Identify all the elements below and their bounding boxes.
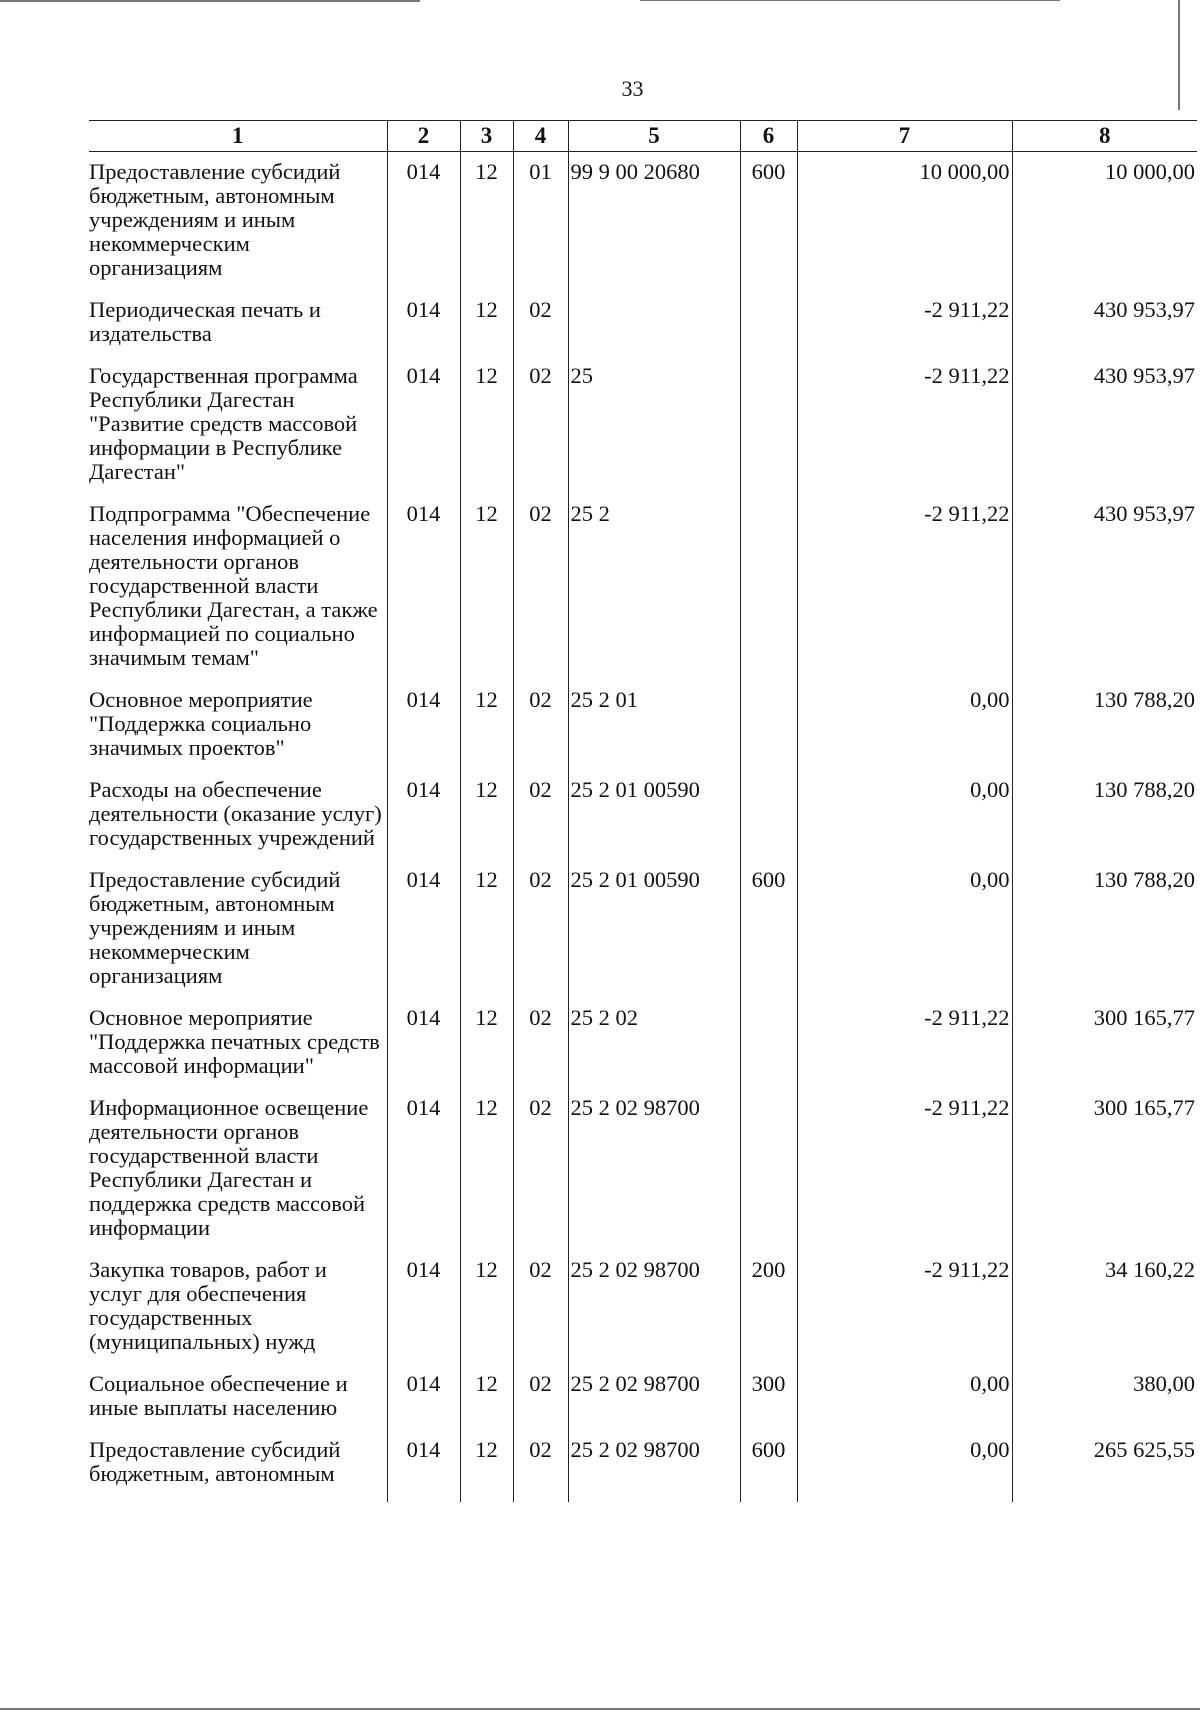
- row-total-amount: 430 953,97: [1012, 356, 1197, 494]
- row-change-amount: -2 911,22: [797, 1250, 1012, 1364]
- row-expense-type: 600: [740, 152, 797, 291]
- row-expense-type: 600: [740, 860, 797, 998]
- row-subsection-code: 02: [513, 860, 568, 998]
- row-section-code: 12: [460, 1364, 513, 1430]
- row-ministry-code: 014: [387, 770, 460, 860]
- row-target-article: 25 2 02 98700: [568, 1430, 740, 1502]
- row-ministry-code: 014: [387, 1430, 460, 1502]
- row-total-amount: 430 953,97: [1012, 290, 1197, 356]
- table-row: [89, 1430, 1197, 1502]
- row-section-code: 12: [460, 860, 513, 998]
- row-subsection-code: 02: [513, 1430, 568, 1502]
- row-expense-type: [740, 1088, 797, 1250]
- table-row: [89, 290, 1197, 356]
- row-total-amount: 430 953,97: [1012, 494, 1197, 680]
- row-section-code: 12: [460, 494, 513, 680]
- row-target-article: 25 2 01 00590: [568, 860, 740, 998]
- table-body: [89, 152, 1197, 1503]
- row-description: Основное мероприятие "Поддержка печатных средств массовой информации": [89, 998, 387, 1088]
- table-row: [89, 494, 1197, 680]
- row-change-amount: -2 911,22: [797, 998, 1012, 1088]
- row-subsection-code: 02: [513, 998, 568, 1088]
- row-section-code: 12: [460, 290, 513, 356]
- row-section-code: 12: [460, 152, 513, 291]
- row-section-code: 12: [460, 770, 513, 860]
- row-change-amount: -2 911,22: [797, 494, 1012, 680]
- table-row: [89, 356, 1197, 494]
- row-ministry-code: 014: [387, 356, 460, 494]
- row-description: Предоставление субсидий бюджетным, автономным учреждениям и иным некоммерческим организациям: [89, 152, 387, 291]
- row-description: Предоставление субсидий бюджетным, автономным учреждениям и иным некоммерческим организациям: [89, 860, 387, 998]
- row-change-amount: 0,00: [797, 1430, 1012, 1502]
- row-description: Закупка товаров, работ и услуг для обеспечения государственных (муниципальных) нужд: [89, 1250, 387, 1364]
- table-row: [89, 152, 1197, 291]
- row-total-amount: 380,00: [1012, 1364, 1197, 1430]
- row-ministry-code: 014: [387, 860, 460, 998]
- row-subsection-code: 02: [513, 1250, 568, 1364]
- row-subsection-code: 02: [513, 494, 568, 680]
- table-row: [89, 860, 1197, 998]
- row-ministry-code: 014: [387, 1250, 460, 1364]
- row-expense-type: [740, 290, 797, 356]
- row-total-amount: 130 788,20: [1012, 770, 1197, 860]
- row-description: Государственная программа Республики Дагестан "Развитие средств массовой информации в Республике Дагестан": [89, 356, 387, 494]
- row-ministry-code: 014: [387, 998, 460, 1088]
- row-ministry-code: 014: [387, 152, 460, 291]
- row-expense-type: 200: [740, 1250, 797, 1364]
- row-change-amount: 0,00: [797, 860, 1012, 998]
- row-change-amount: -2 911,22: [797, 1088, 1012, 1250]
- row-target-article: 25 2 01: [568, 680, 740, 770]
- budget-table: [89, 120, 1197, 1502]
- row-ministry-code: 014: [387, 1364, 460, 1430]
- row-change-amount: 0,00: [797, 1364, 1012, 1430]
- row-change-amount: 0,00: [797, 680, 1012, 770]
- row-total-amount: 10 000,00: [1012, 152, 1197, 291]
- table-row: [89, 1088, 1197, 1250]
- row-total-amount: 265 625,55: [1012, 1430, 1197, 1502]
- row-description: Подпрограмма "Обеспечение населения информацией о деятельности органов государственной власти Республики Дагестан, а также информацией по социально значимым темам": [89, 494, 387, 680]
- row-section-code: 12: [460, 1430, 513, 1502]
- row-ministry-code: 014: [387, 494, 460, 680]
- row-change-amount: 10 000,00: [797, 152, 1012, 291]
- table-row: [89, 770, 1197, 860]
- header-col-6: 6: [740, 121, 797, 152]
- row-target-article: 99 9 00 20680: [568, 152, 740, 291]
- row-section-code: 12: [460, 1250, 513, 1364]
- scan-border-bottom: [0, 1708, 1200, 1710]
- row-description: Основное мероприятие "Поддержка социально значимых проектов": [89, 680, 387, 770]
- row-total-amount: 34 160,22: [1012, 1250, 1197, 1364]
- header-col-5: 5: [568, 121, 740, 152]
- row-subsection-code: 02: [513, 1088, 568, 1250]
- row-target-article: 25 2 02: [568, 998, 740, 1088]
- row-subsection-code: 02: [513, 680, 568, 770]
- table-row: [89, 1250, 1197, 1364]
- row-section-code: 12: [460, 998, 513, 1088]
- row-expense-type: [740, 998, 797, 1088]
- row-section-code: 12: [460, 356, 513, 494]
- row-expense-type: 300: [740, 1364, 797, 1430]
- row-total-amount: 130 788,20: [1012, 680, 1197, 770]
- header-col-2: 2: [387, 121, 460, 152]
- scan-border-top: [0, 0, 420, 2]
- row-subsection-code: 02: [513, 356, 568, 494]
- row-target-article: 25 2 02 98700: [568, 1364, 740, 1430]
- row-description: Предоставление субсидий бюджетным, автономным: [89, 1430, 387, 1502]
- row-target-article: [568, 290, 740, 356]
- header-col-1: 1: [89, 121, 387, 152]
- row-target-article: 25 2 02 98700: [568, 1088, 740, 1250]
- row-expense-type: [740, 680, 797, 770]
- table-row: [89, 680, 1197, 770]
- row-change-amount: -2 911,22: [797, 290, 1012, 356]
- row-expense-type: [740, 494, 797, 680]
- row-target-article: 25: [568, 356, 740, 494]
- row-target-article: 25 2: [568, 494, 740, 680]
- header-col-7: 7: [797, 121, 1012, 152]
- row-description: Социальное обеспечение и иные выплаты населению: [89, 1364, 387, 1430]
- table-row: [89, 1364, 1197, 1430]
- table-header-row: [89, 121, 1197, 152]
- row-target-article: 25 2 02 98700: [568, 1250, 740, 1364]
- table-row: [89, 998, 1197, 1088]
- scan-border-top-right: [640, 0, 1060, 1]
- row-total-amount: 130 788,20: [1012, 860, 1197, 998]
- row-target-article: 25 2 01 00590: [568, 770, 740, 860]
- header-col-3: 3: [460, 121, 513, 152]
- row-change-amount: -2 911,22: [797, 356, 1012, 494]
- row-subsection-code: 02: [513, 1364, 568, 1430]
- row-total-amount: 300 165,77: [1012, 1088, 1197, 1250]
- header-col-8: 8: [1012, 121, 1197, 152]
- row-section-code: 12: [460, 680, 513, 770]
- row-total-amount: 300 165,77: [1012, 998, 1197, 1088]
- row-subsection-code: 01: [513, 152, 568, 291]
- row-description: Информационное освещение деятельности органов государственной власти Республики Дагестан и поддержка средств массовой информации: [89, 1088, 387, 1250]
- row-expense-type: [740, 356, 797, 494]
- row-subsection-code: 02: [513, 290, 568, 356]
- row-ministry-code: 014: [387, 290, 460, 356]
- row-change-amount: 0,00: [797, 770, 1012, 860]
- row-expense-type: 600: [740, 1430, 797, 1502]
- row-description: Периодическая печать и издательства: [89, 290, 387, 356]
- row-section-code: 12: [460, 1088, 513, 1250]
- page-number: 33: [621, 76, 644, 101]
- row-subsection-code: 02: [513, 770, 568, 860]
- row-description: Расходы на обеспечение деятельности (оказание услуг) государственных учреждений: [89, 770, 387, 860]
- header-col-4: 4: [513, 121, 568, 152]
- row-ministry-code: 014: [387, 1088, 460, 1250]
- row-expense-type: [740, 770, 797, 860]
- row-ministry-code: 014: [387, 680, 460, 770]
